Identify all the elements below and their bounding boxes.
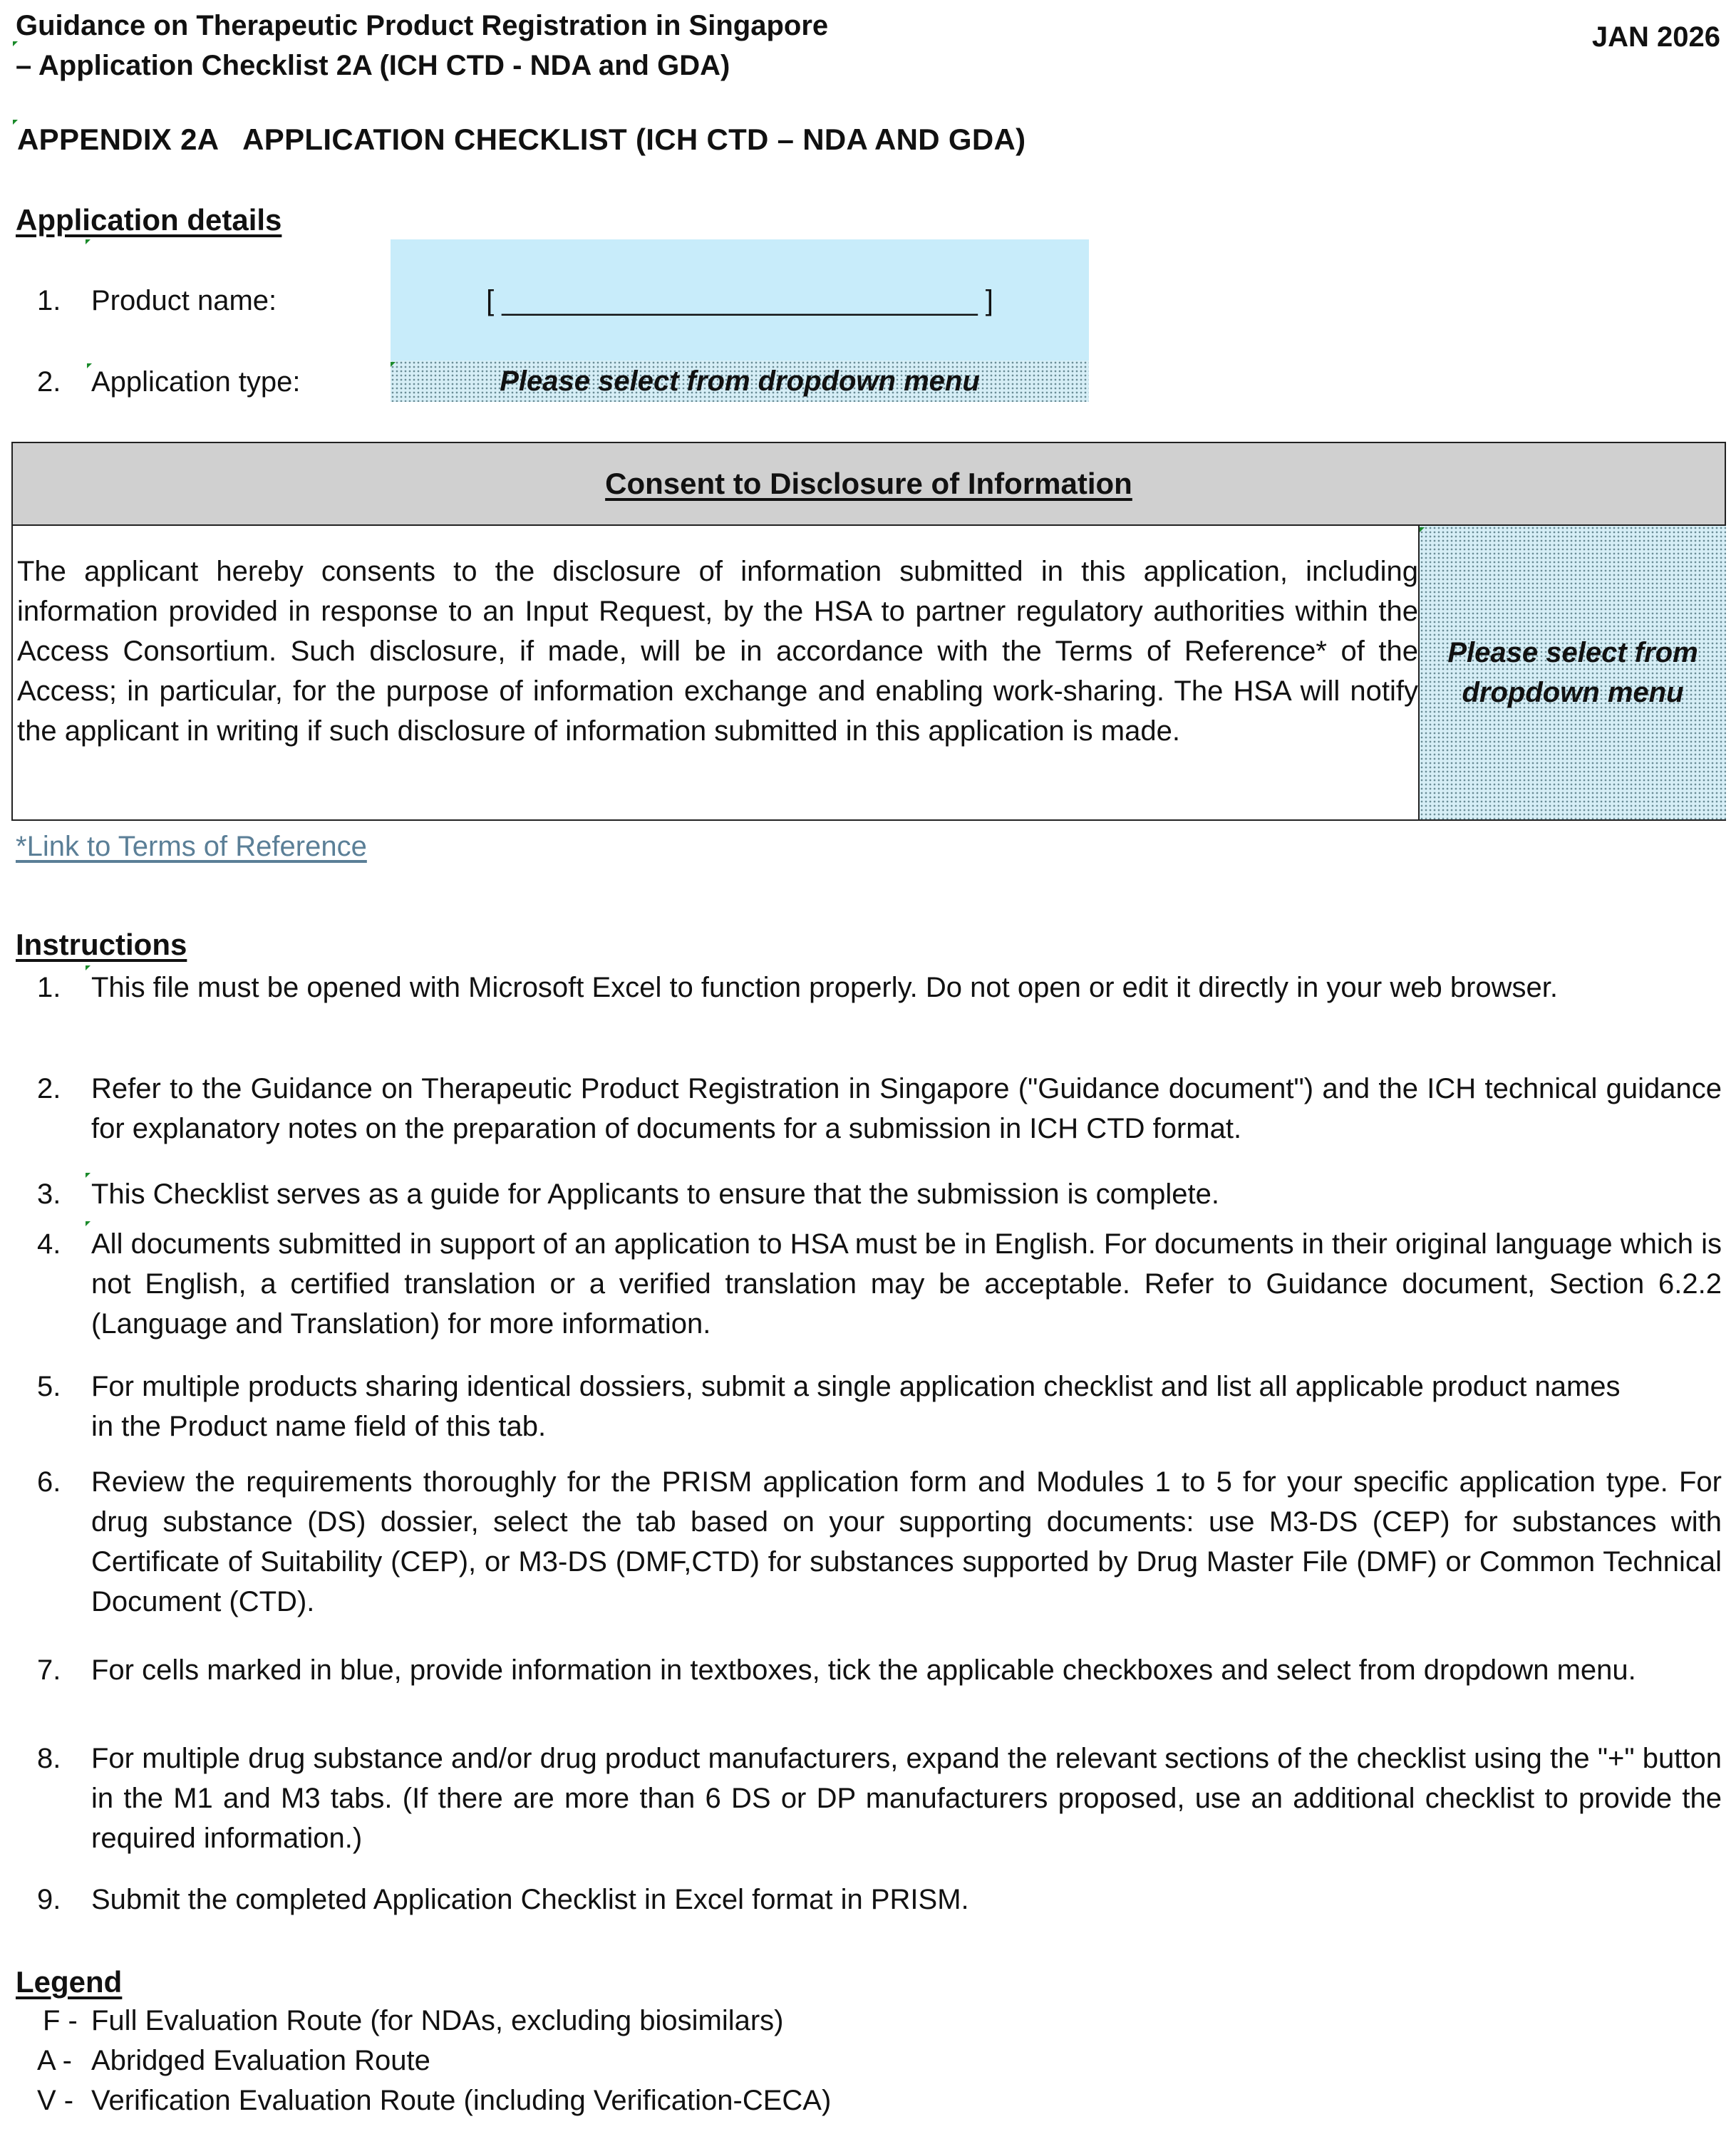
instruction-number: 3. (37, 1179, 61, 1210)
document-date: JAN 2026 (1591, 21, 1720, 53)
legend-item (43, 2001, 783, 2041)
legend-text: Abridged Evaluation Route (91, 2045, 430, 2076)
instruction-item (37, 1224, 1722, 1344)
instruction-text: Submit the completed Application Checklist in Excel format in PRISM. (91, 1884, 969, 1915)
consent-heading-cell (13, 443, 1725, 526)
legend-key: V - (37, 2085, 74, 2116)
document-title-line-1: Guidance on Therapeutic Product Registration in Singapore (16, 10, 829, 41)
application-type-label: Application type: (91, 366, 301, 398)
instruction-text: All documents submitted in support of an application to HSA must be in English. For documents in their original language which is not English, a certified translation or a verified translation may be acceptable. Refer to Guidance document, Section 6.2.2 (Language and Translation) for more information. (91, 1228, 1722, 1340)
instruction-text: This file must be opened with Microsoft Excel to function properly. Do not open or edit it directly in your web browser. (91, 972, 1559, 1003)
comment-indicator-icon (87, 363, 92, 368)
instruction-number: 9. (37, 1884, 61, 1915)
application-details-heading: Application details (16, 203, 282, 237)
instruction-text: For multiple drug substance and/or drug product manufacturers, expand the relevant sections of the checklist using the "+" button in the M1 and M3 tabs. (If there are more than 6 DS or DP manufacturers proposed, use an additional checklist to provide the required information.) (91, 1743, 1722, 1854)
consent-heading: Consent to Disclosure of Information (605, 467, 1132, 500)
consent-dropdown-line-2: dropdown menu (1462, 677, 1684, 708)
appendix-title: APPENDIX 2A APPLICATION CHECKLIST (ICH CTD – NDA AND GDA) (17, 123, 1026, 156)
document-title-line-2: – Application Checklist 2A (ICH CTD - NDA and GDA) (16, 50, 730, 81)
terms-of-reference-link[interactable]: *Link to Terms of Reference (16, 831, 367, 862)
field-number: 2. (37, 366, 61, 398)
legend-text: Verification Evaluation Route (including Verification-CECA) (91, 2085, 832, 2116)
application-type-row (37, 366, 301, 398)
instruction-text: For cells marked in blue, provide information in textboxes, tick the applicable checkboxes and select from dropdown menu. (91, 1654, 1636, 1686)
product-name-row (37, 285, 277, 317)
product-name-input[interactable]: [ ______________________________ ] (486, 285, 993, 316)
instruction-number: 1. (37, 972, 61, 1003)
product-name-label: Product name: (91, 285, 277, 316)
instruction-number: 4. (37, 1228, 61, 1260)
instruction-item (37, 1367, 1633, 1446)
field-number: 1. (37, 285, 61, 316)
instruction-text: Refer to the Guidance on Therapeutic Product Registration in Singapore ("Guidance document") and the ICH technical guidance for explanatory notes on the preparation of documents for a submission in ICH CTD format. (91, 1073, 1722, 1144)
instruction-item (37, 1739, 1722, 1858)
legend-heading: Legend (16, 1965, 123, 1999)
instructions-heading: Instructions (16, 928, 187, 961)
instruction-item (37, 1174, 1722, 1214)
consent-dropdown[interactable] (1418, 526, 1726, 819)
comment-indicator-icon (86, 239, 91, 244)
legend-item (37, 2041, 430, 2081)
comment-indicator-icon (1420, 527, 1425, 532)
instruction-number: 7. (37, 1654, 61, 1686)
instruction-number: 6. (37, 1466, 61, 1498)
legend-item (37, 2081, 831, 2120)
application-type-dropdown[interactable]: Please select from dropdown menu (391, 361, 1089, 402)
legend-text: Full Evaluation Route (for NDAs, excluding biosimilars) (91, 2005, 784, 2036)
legend-key: A - (37, 2045, 72, 2076)
instruction-text: Review the requirements thoroughly for the PRISM application form and Modules 1 to 5 for your specific application type. For drug substance (DS) dossier, select the tab based on your supporting documents: use M3-DS (CEP) for substances with Certificate of Suitability (CEP), or M3-DS (DMF,CTD) for substances supported by Drug Master File (DMF) or Common Technical Document (CTD). (91, 1466, 1722, 1617)
instruction-item (37, 1069, 1722, 1149)
comment-indicator-icon (13, 41, 18, 46)
instruction-item (37, 1880, 1722, 1920)
instruction-number: 8. (37, 1743, 61, 1774)
instruction-item (37, 1650, 1722, 1690)
instruction-number: 2. (37, 1073, 61, 1104)
instruction-item (37, 968, 1722, 1007)
consent-text: The applicant hereby consents to the disclosure of information submitted in this application, including information provided in response to an Input Request, by the HSA to partner regulatory authorities within the Access Consortium. Such disclosure, if made, will be in accordance with the Terms of Reference* of the Access; in particular, for the purpose of information exchange and enabling work-sharing. The HSA will notify the applicant in writing if such disclosure of information submitted in this application is made. (17, 556, 1418, 747)
instruction-item (37, 1462, 1722, 1622)
instruction-number: 5. (37, 1371, 61, 1402)
comment-indicator-icon (391, 362, 396, 367)
instruction-text: This Checklist serves as a guide for Applicants to ensure that the submission is complete. (91, 1179, 1219, 1210)
instruction-text: For multiple products sharing identical dossiers, submit a single application checklist and list all applicable product names in the Product name field of this tab. (91, 1371, 1621, 1442)
legend-key: F - (43, 2005, 78, 2036)
consent-dropdown-line-1: Please select from (1447, 637, 1698, 668)
consent-table (11, 442, 1726, 821)
document-title (16, 6, 828, 86)
